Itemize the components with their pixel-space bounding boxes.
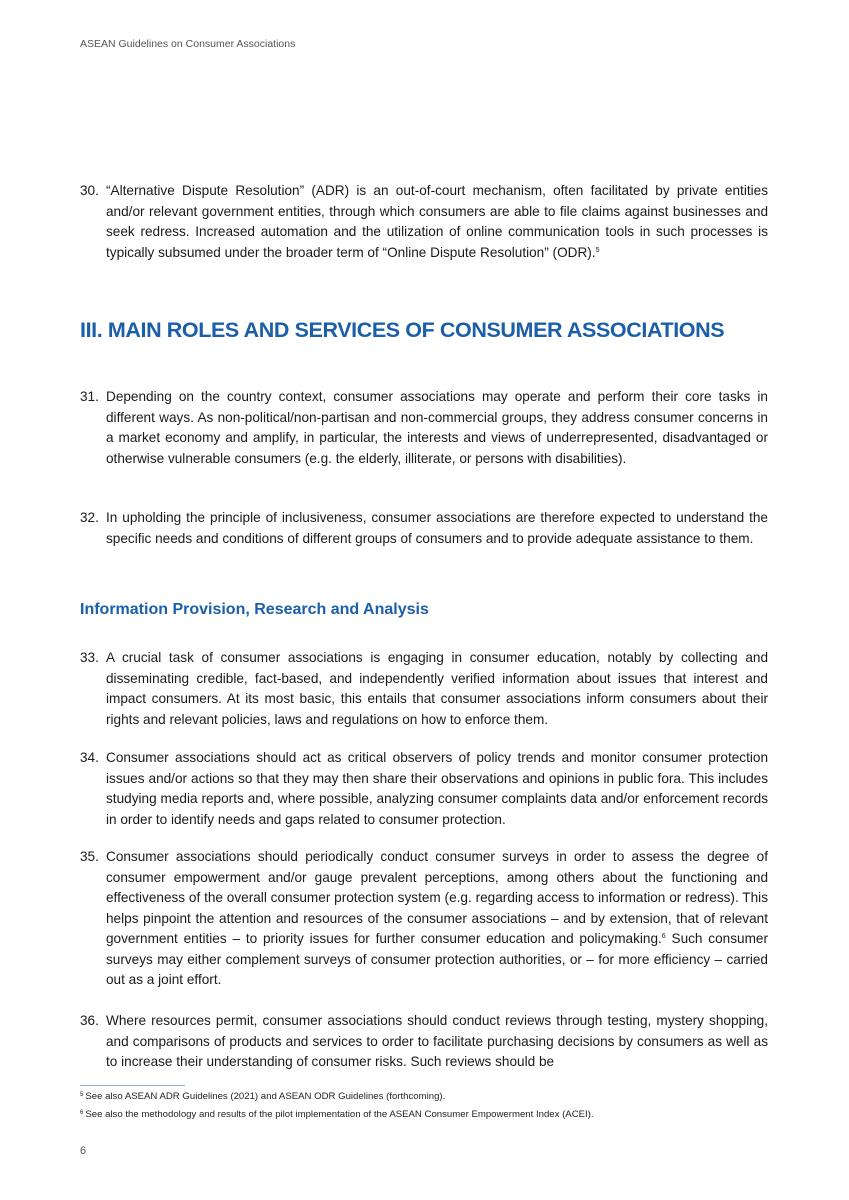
paragraph-text: Consumer associations should act as critical observers of policy trends and monitor consumer protection issues and/or actions so that they may then share their observations and opinions in public fora. This includes studying media reports and, where possible, analyzing consumer complaints data and/or enforcement records in order to identify needs and gaps related to consumer protection. bbox=[106, 750, 768, 827]
paragraph-text-continued: Such consumer surveys may either complement surveys of consumer protection authorities, or – for more efficiency – carried out as a joint effort. bbox=[106, 931, 768, 987]
footnote-marker: 6 bbox=[80, 1110, 84, 1116]
footnote-ref-6[interactable]: 6 bbox=[661, 933, 666, 940]
subsection-title: Information Provision, Research and Analysis bbox=[80, 601, 429, 618]
paragraph-text: In upholding the principle of inclusiveness, consumer associations are therefore expected to understand the specific needs and conditions of different groups of consumers and to provide adequate assistance to them. bbox=[106, 510, 768, 546]
paragraph-text: “Alternative Dispute Resolution” (ADR) is an out-of-court mechanism, often facilitated by private entities and/or relevant government entities, through which consumers are able to file claims against businesses and seek redress. Increased automation and the utilization of online communication tools in such processes is typically subsumed under the broader term of “Online Dispute Resolution” (ODR). bbox=[106, 183, 768, 260]
paragraph-number: 36. bbox=[80, 1013, 99, 1028]
paragraph-text: Consumer associations should periodically conduct consumer surveys in order to assess the degree of consumer empowerment and/or gauge prevalent perceptions, among others about the functioning and effectiveness of the overall consumer protection system (e.g. regarding access to information or redress). This helps pinpoint the attention and resources of the consumer associations – and by extension, that of relevant government entities – to priority issues for further consumer education and policymaking. bbox=[106, 849, 768, 946]
paragraph-number: 31. bbox=[80, 389, 99, 404]
footnote-5 bbox=[80, 1091, 445, 1102]
footnote-6 bbox=[80, 1109, 594, 1120]
running-header: ASEAN Guidelines on Consumer Associations bbox=[80, 38, 296, 50]
page-number: 6 bbox=[80, 1145, 87, 1157]
footnote-divider bbox=[80, 1085, 185, 1086]
paragraph-31 bbox=[80, 387, 768, 469]
paragraph-number: 34. bbox=[80, 750, 99, 765]
paragraph-34 bbox=[80, 748, 768, 830]
paragraph-number: 30. bbox=[80, 183, 99, 198]
paragraph-36 bbox=[80, 1011, 768, 1073]
paragraph-text: A crucial task of consumer associations is engaging in consumer education, notably by collecting and disseminating credible, fact-based, and independently verified information about issues that interest and impact consumers. At its most basic, this entails that consumer associations inform consumers about their rights and relevant policies, laws and regulations on how to enforce them. bbox=[106, 650, 768, 727]
section-title: III. MAIN ROLES AND SERVICES OF CONSUMER ASSOCIATIONS bbox=[80, 318, 725, 342]
paragraph-number: 35. bbox=[80, 849, 99, 864]
paragraph-text: Depending on the country context, consumer associations may operate and perform their core tasks in different ways. As non-political/non-partisan and non-commercial groups, they address consumer concerns in a market economy and amplify, in particular, the interests and views of underrepresented, disadvantaged or otherwise vulnerable consumers (e.g. the elderly, illiterate, or persons with disabilities). bbox=[106, 389, 768, 466]
paragraph-33 bbox=[80, 648, 768, 730]
paragraph-30 bbox=[80, 181, 768, 263]
footnote-text: See also the methodology and results of the pilot implementation of the ASEAN Consumer Empowerment Index (ACEI). bbox=[85, 1109, 594, 1120]
footnote-text: See also ASEAN ADR Guidelines (2021) and ASEAN ODR Guidelines (forthcoming). bbox=[85, 1091, 446, 1102]
paragraph-number: 32. bbox=[80, 510, 99, 525]
footnote-marker: 5 bbox=[80, 1092, 84, 1098]
footnote-ref-5[interactable]: 5 bbox=[595, 246, 600, 254]
paragraph-32 bbox=[80, 508, 768, 549]
paragraph-number: 33. bbox=[80, 650, 99, 665]
paragraph-35 bbox=[80, 847, 768, 991]
paragraph-text: Where resources permit, consumer associations should conduct reviews through testing, mystery shopping, and comparisons of products and services to order to facilitate purchasing decisions by consumers as well as to increase their understanding of consumer risks. Such reviews should be bbox=[106, 1013, 768, 1069]
